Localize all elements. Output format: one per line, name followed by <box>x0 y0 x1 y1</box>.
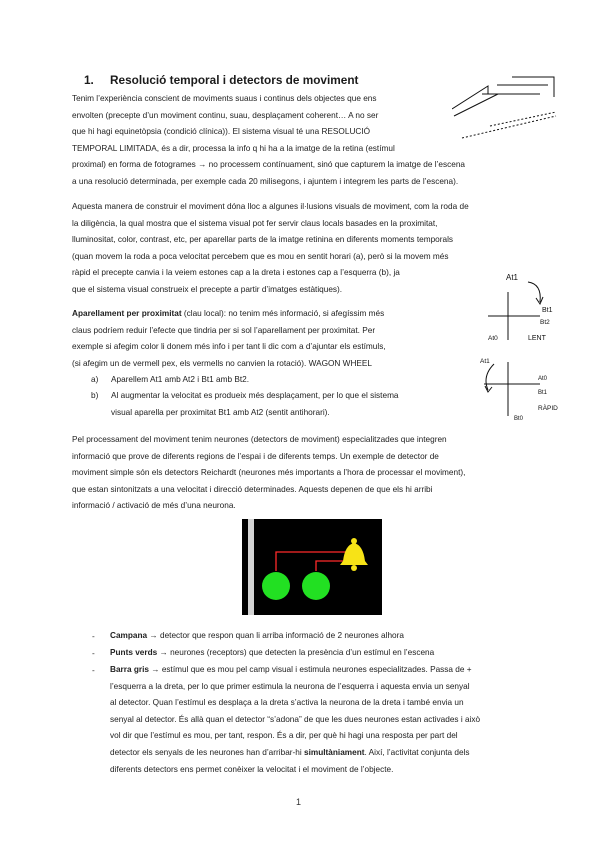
term-bold: Campana <box>110 631 148 640</box>
sketch-label: Bt0 <box>514 416 524 422</box>
text-line: moviment simple són els detectors Reichardt (neurones més importants a l’hora de processar el moviment), <box>72 468 466 478</box>
receptor-right <box>302 572 330 600</box>
paragraph-reichardt <box>72 432 465 515</box>
term-bold: Barra gris <box>110 665 149 674</box>
text-fragment: → detector que respon quan li arriba informació de 2 neurones alhora <box>147 631 404 640</box>
text-line: lluminositat, color, contrast, etc, per aparellar parts de la imatge retinina en diferents moments temporals <box>72 235 454 245</box>
list-item-b-marker: b) <box>91 391 99 400</box>
bullet-item-green-dots <box>110 645 434 662</box>
text-line: vol dir que l’estímul es mou, per tant, respon. És a dir, per què hi hagi una resposta per part del <box>110 731 458 741</box>
text-line: Pel processament del moviment tenim neurones (detectors de moviment) especialitzades que integren <box>72 435 447 444</box>
sketch-label: At0 <box>488 335 498 342</box>
text-line: la diligència, la qual mostra que el sistema visual pot fer servir claus locals basades en la proximitat, <box>72 218 438 228</box>
text-line: claus podríem reduir l’efecte que tindria per si sol l’aparellament per proximitat. Per <box>72 325 376 335</box>
sketch-label: At0 <box>538 376 548 382</box>
receptor-left <box>262 572 290 600</box>
list-item-b <box>111 388 399 421</box>
bullet-marker: - <box>92 632 95 641</box>
text-fragment: . Així, l’activitat conjunta dels <box>364 747 470 757</box>
bullet-item-grey-bar <box>110 662 480 778</box>
text-line: Al augmentar la velocitat es produeix més desplaçament, per lo que el sistema <box>111 391 399 400</box>
wagon-wheel-sketch-slow <box>480 262 580 350</box>
term-bold: simultàniament <box>303 747 365 757</box>
text-line: a una resolució determinada, per exemple cada 20 milisegons, i ajuntem i integrem les parts de l’escena). <box>72 176 459 186</box>
grey-bar-stimulus <box>248 519 254 615</box>
sketch-label: At1 <box>506 273 519 282</box>
text-line: envolten (precepte d’un moviment continu, suau, desplaçament coherent… A no ser <box>72 110 379 120</box>
bullet-item-bell <box>110 628 404 645</box>
text-line: que estan sintonitzats a una velocitat i direcció determinades. Aquests depenen de que els hi arribi <box>72 484 433 494</box>
text-fragment: → estímul que es mou pel camp visual i estimula neurones especialitzades. Passa de + <box>148 665 472 674</box>
text-fragment: detector els senyals de les neurones han d’arribar-hi <box>110 747 304 757</box>
paragraph-illusion <box>72 199 469 299</box>
section-number: 1. <box>84 73 94 87</box>
text-line: exemple si afegim color li donem més info i per tant li dic com a d’ajuntar els estímuls, <box>72 342 386 352</box>
text-line: Aquesta manera de construir el moviment dóna lloc a algunes il·lusions visuals de moviment, com la roda de <box>72 202 469 211</box>
text-line: TEMPORAL LIMITADA, és a dir, processa la info q hi ha a la imatge de la retina (estímul <box>72 143 395 153</box>
sketch-label: Bt2 <box>540 319 550 326</box>
text-line <box>110 662 480 679</box>
paragraph-proximity <box>72 306 386 372</box>
bullet-marker: - <box>92 649 95 658</box>
text-line <box>110 745 480 762</box>
figure-background <box>242 519 382 615</box>
wagon-wheel-sketch-fast <box>476 354 576 426</box>
page-number: 1 <box>296 797 302 807</box>
section-title: Resolució temporal i detectors de moviment <box>110 73 359 87</box>
bullet-marker: - <box>92 666 95 675</box>
text-line: ràpid el precepte canvia i la veiem estones cap a la dreta i estones cap a l’esquerra (b), ja <box>72 268 400 278</box>
text-line: informació / activació de més d’una neurona. <box>72 501 236 511</box>
text-line: Tenim l’experiència conscient de moviments suaus i continus dels objectes que ens <box>72 94 377 103</box>
text-line: l’esquerra a la dreta, per lo que primer estimula la neurona de l’esquerra i aquesta envia un senyal <box>110 681 470 691</box>
reichardt-detector-figure <box>242 519 382 615</box>
text-line: informació que prove de diferents regions de l’espai i de diferents temps. Un exemple de detector de <box>72 451 439 461</box>
sketch-label: Bt1 <box>542 307 553 314</box>
text-line: (quan movem la roda a poca velocitat percebem que es mou en sentit horari (a), però si la movem més <box>72 251 449 261</box>
text-line: proximal) en forma de fotogrames → no processem contínuament, sinó que capturem la imatge de l’escena <box>72 160 465 170</box>
sketch-label: LENT <box>528 335 546 342</box>
section-heading <box>84 73 358 87</box>
text-line: Aparellem At1 amb At2 i Bt1 amb Bt2. <box>111 375 250 384</box>
list-item-a <box>111 372 249 389</box>
text-line: visual aparella per proximitat Bt1 amb At2 (sentit antihorari). <box>111 407 330 417</box>
text-line: que el sistema visual construeix el precepte a partir d’imatges estàtiques). <box>72 284 343 294</box>
sketch-label: RÀPID <box>538 405 558 412</box>
text-line: (si afegim un de vermell pex, els vermells no canvien la rotació). WAGON WHEEL <box>72 358 373 368</box>
text-line: que hi hagi equinetòpsia (condició clínica)). El sistema visual té una RESOLUCIÓ <box>72 127 371 137</box>
paragraph-intro <box>72 91 465 191</box>
term-bold: Aparellament per proximitat <box>72 309 182 318</box>
text-line: diferents detectors ens permet conèixer la velocitat i el moviment de l’objecte. <box>110 764 394 774</box>
list-item-a-marker: a) <box>91 375 99 384</box>
stair-sketch <box>452 74 562 144</box>
text-line: al detector. Quan l’estímul es desplaça a la dreta s’activa la neurona de la dreta i també envia un <box>110 698 464 708</box>
sketch-label: At1 <box>480 358 490 365</box>
text-fragment: → neurones (receptors) que detecten la presència d’un estímul en l’escena <box>157 648 435 657</box>
text-line <box>72 306 386 323</box>
text-fragment: (clau local): no tenim més informació, si afegíssim més <box>181 309 385 318</box>
term-bold: Punts verds <box>110 648 158 657</box>
text-line: senyal al detector. És allà quan el detector “s’adona” de que les dues neurones estan activades i això <box>110 714 481 724</box>
sketch-label: Bt1 <box>538 390 548 396</box>
